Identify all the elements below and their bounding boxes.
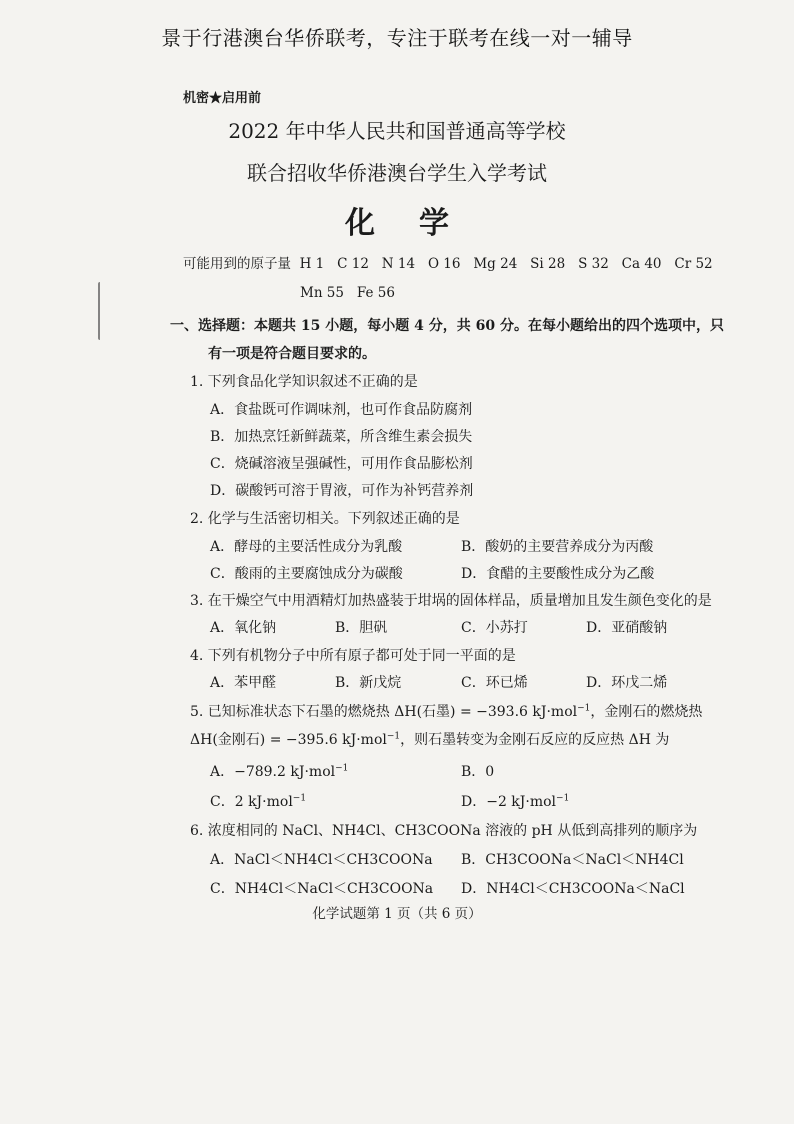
q6-option-c: C．NH4Cl＜NaCl＜CH3COONa xyxy=(210,881,434,897)
q5-option-c-text: C．2 kJ·mol xyxy=(210,794,293,810)
q4-stem: 4. 下列有机物分子中所有原子都可处于同一平面的是 xyxy=(190,648,516,664)
q1-option-b: B．加热烹饪新鲜蔬菜，所含维生素会损失 xyxy=(210,429,473,445)
q5-option-a-text: A．−789.2 kJ·mol xyxy=(210,764,336,780)
q1-option-d: D．碳酸钙可溶于胃液，可作为补钙营养剂 xyxy=(210,483,474,499)
q6-option-d: D．NH4Cl＜CH3COONa＜NaCl xyxy=(461,881,685,897)
q5-stem-line2-text: ΔH(金刚石) = −395.6 kJ·mol xyxy=(190,732,387,748)
q2-option-a: A．酵母的主要活性成分为乳酸 xyxy=(210,539,403,555)
q5-option-d-text: D．−2 kJ·mol xyxy=(461,794,557,810)
q5-stem-line1 xyxy=(190,701,702,721)
q5-stem-line1-tail: ，金刚石的燃烧热 xyxy=(590,704,703,720)
q1-stem: 1. 下列食品化学知识叙述不正确的是 xyxy=(190,374,418,390)
q4-option-c: C．环已烯 xyxy=(461,675,528,691)
q5-unit-exponent: −1 xyxy=(335,763,349,774)
exam-title-line2: 联合招收华侨港澳台学生入学考试 xyxy=(247,161,547,185)
q5-unit-exponent: −1 xyxy=(577,703,591,714)
q1-option-a: A．食盐既可作调味剂，也可作食品防腐剂 xyxy=(210,402,473,418)
q5-stem-line1-text: 5. 已知标准状态下石墨的燃烧热 ΔH(石墨) = −393.6 kJ·mol xyxy=(190,704,578,720)
page-footer: 化学试题第 1 页（共 6 页） xyxy=(312,906,482,922)
q3-option-d: D．亚硝酸钠 xyxy=(586,620,668,636)
q4-option-d: D．环戊二烯 xyxy=(586,675,668,691)
atomic-masses-line2: Mn 55 Fe 56 xyxy=(300,285,395,301)
q5-option-b: B．0 xyxy=(461,764,495,780)
scan-edge-mark xyxy=(98,282,104,340)
q3-stem: 3. 在干燥空气中用酒精灯加热盛装于坩埚的固体样品，质量增加且发生颜色变化的是 xyxy=(190,593,712,609)
q5-stem-line2-tail: ，则石墨转变为金刚石反应的反应热 ΔH 为 xyxy=(400,732,670,748)
header-banner: 景于行港澳台华侨联考，专注于联考在线一对一辅导 xyxy=(161,26,633,50)
q2-option-c: C．酸雨的主要腐蚀成分为碳酸 xyxy=(210,566,403,582)
q5-option-d xyxy=(461,791,569,811)
q4-option-b: B．新戊烷 xyxy=(335,675,402,691)
q5-unit-exponent: −1 xyxy=(386,731,401,742)
q2-stem: 2. 化学与生活密切相关。下列叙述正确的是 xyxy=(190,511,460,527)
q2-option-b: B．酸奶的主要营养成分为丙酸 xyxy=(461,539,654,555)
q5-stem-line2 xyxy=(190,729,669,749)
exam-title-line1: 2022 年中华人民共和国普通高等学校 xyxy=(228,119,566,143)
q3-option-a: A．氧化钠 xyxy=(210,620,277,636)
q4-option-a: A．苯甲醛 xyxy=(210,675,277,691)
confidential-label: 机密★启用前 xyxy=(183,91,262,106)
atomic-masses-line1: 可能用到的原子量 H 1 C 12 N 14 O 16 Mg 24 Si 28 S 32 Ca 40 Cr 52 xyxy=(183,256,713,272)
q3-option-c: C．小苏打 xyxy=(461,620,528,636)
q6-stem: 6. 浓度相同的 NaCl、NH4Cl、CH3COONa 溶液的 pH 从低到高排列的顺序为 xyxy=(190,823,698,839)
q3-option-b: B．胆矾 xyxy=(335,620,388,636)
q2-option-d: D．食醋的主要酸性成分为乙酸 xyxy=(461,566,655,582)
section-header-line2: 有一项是符合题目要求的。 xyxy=(208,346,376,362)
section-header-line1: 一、选择题：本题共 15 小题，每小题 4 分，共 60 分。在每小题给出的四个选项中，只 xyxy=(170,318,724,334)
q5-option-a xyxy=(210,761,348,781)
subject-title: 化学 xyxy=(345,206,493,241)
q1-option-c: C．烧碱溶液呈强碱性，可用作食品膨松剂 xyxy=(210,456,473,472)
q6-option-a: A．NaCl＜NH4Cl＜CH3COONa xyxy=(210,852,433,868)
q5-option-c xyxy=(210,791,306,811)
q5-unit-exponent: −1 xyxy=(556,793,570,804)
q5-unit-exponent: −1 xyxy=(292,793,307,804)
q6-option-b: B．CH3COONa＜NaCl＜NH4Cl xyxy=(461,852,684,868)
